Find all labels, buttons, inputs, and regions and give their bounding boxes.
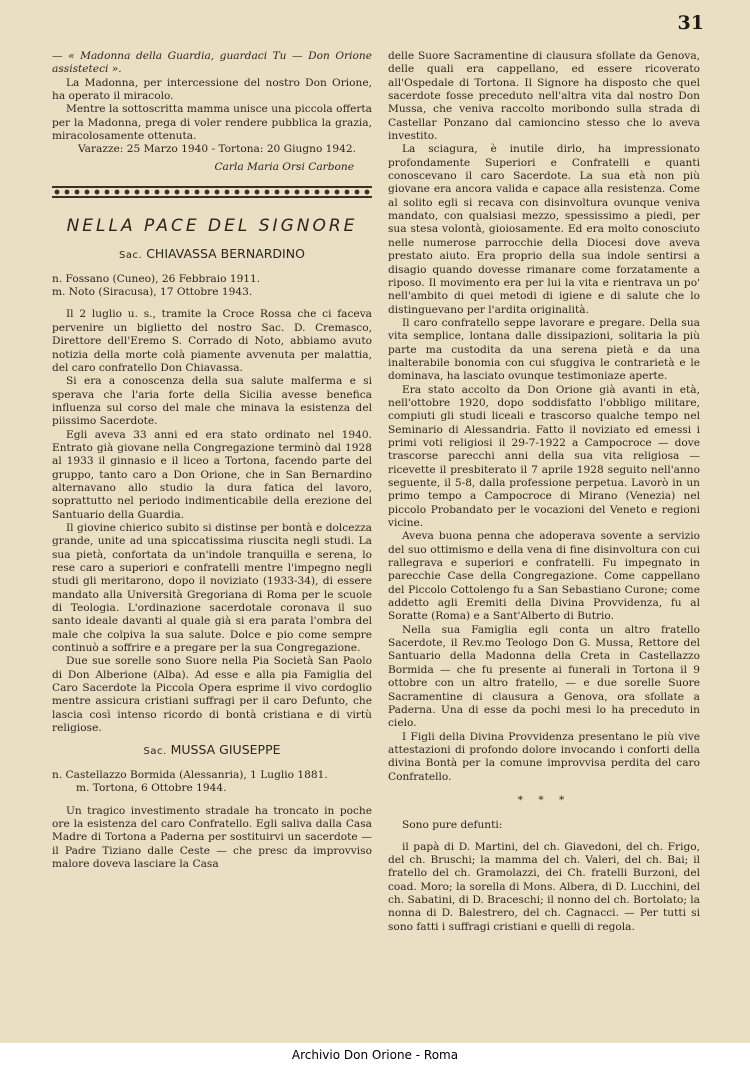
obituary-paragraph: Un tragico investimento stradale ha troncato in poche ore la esistenza del caro Confratello. Egli saliva dalla Casa Madre di Tortona a Paderna per sostituirvi un sacerdote — il Padre Tiziano dalle Ceste — che presc da improvviso malore doveva lasciare la Casa	[52, 804, 372, 870]
intro-date: Varazze: 25 Marzo 1940 - Tortona: 20 Giugno 1942.	[78, 143, 357, 156]
left-column	[52, 50, 372, 871]
obituary-paragraph: Era stato accolto da Don Orione già avanti in età, nell'ottobre 1920, dopo soddisfatto l'obbligo militare, compiuti gli studi liceali e trascorso qualche tempo nel Seminario di Alessandria. Fatto il noviziato ed emessi i primi voti religiosi il 29-7-1922 a Campocroce — dove trascorse parecchi anni della sua vita religiosa — ricevette il presbiterato il 7 aprile 1928 seguito nell'anno seguente, il 5-8, dalla professione perpetua. Lavorò in un primo tempo a Campocroce di Mirano (Venezia) nel piccolo Probandato per le vocazioni del Veneto e regioni vicine.	[388, 383, 700, 530]
obituary-paragraph: La sciagura, è inutile dirlo, ha impressionato profondamente Superiori e Confratelli e quanti conoscevano il caro Sacerdote. La sua età non più giovane era ancora valida e capace alla resistenza. Come al solito egli si recava con disinvoltura ovunque veniva mandato, con qualsiasi mezzo, spessissimo a piedi, per sua stesa volontà, gioiosamente. Ed era molto conosciuto nelle numerose parrocchie della Diocesi dove aveva prestato aiuto. Era proprio della sua indole sentirsi a disagio quando dovesse rimanare come forzatamente a riposo. Il movimento era per lui la vita e rientrava un po' nell'ambito di quei metodi di igiene e di salute che lo distinguevano per l'ardita originalità.	[388, 143, 700, 316]
obituary-paragraph: Il caro confratello seppe lavorare e pregare. Della sua vita semplice, lontana dalle dissipazioni, solitaria la più parte ma custodita da una serena pietà e da una inalterabile bonomia con cui sfuggiva le contrarietà e le dominava, ha lasciato ovunque testimoniaze aperte.	[388, 316, 700, 383]
ornamental-divider	[52, 186, 372, 198]
obituary-paragraph: Il 2 luglio u. s., tramite la Croce Rossa che ci faceva pervenire un biglietto del nostro Sac. D. Cremasco, Direttore dell'Eremo S. Corrado di Noto, abbiamo avuto notizia della morte colà piamente avvenuta per malattia, del caro confratello Don Chiavassa.	[52, 308, 372, 374]
obituary-paragraph: Nella sua Famiglia egli conta un altro fratello Sacerdote, il Rev.mo Teologo Don G. Mussa, Rettore del Santuario della Madonna della Creta in Castellazzo Bormida — che fu presente ai funerali in Tortona il 9 ottobre con un altro fratello, — e due sorelle Suore Sacramentine di clausura a Genova, ora sfollate a Paderna. Una di esse da pochi mesi lo ha preceduto in cielo.	[388, 623, 700, 730]
intro-paragraph: La Madonna, per intercessione del nostro Don Orione, ha operato il miracolo.	[52, 76, 372, 103]
obituary-paragraph: I Figli della Divina Provvidenza presentano le più vive attestazioni di profondo dolore invocando i conforti della divina Bontà per la comune improvvisa perdita del caro Confratello.	[388, 730, 700, 783]
page-number: 31	[677, 12, 704, 34]
obituary-paragraph: Aveva buona penna che adoperava sovente a servizio del suo ottimismo e della vena di fine disinvoltura con cui rallegrava e superiori e confratelli. Fu impegnato in parecchie Case della Congregazione. Come cappellano del Piccolo Cottolengo fu a San Sebastiano Curone; come addetto agli Eremiti della Divina Provvidenza, fu al Soratte (Roma) e a Sant'Alberto di Butrio.	[388, 530, 700, 623]
right-column	[388, 50, 700, 934]
person-heading	[52, 247, 372, 262]
defunti-list: il papà di D. Martini, del ch. Giavedoni, del ch. Frigo, del ch. Bruschi; la mamma del ch. Valeri, del ch. Bai; il fratello del ch. Gramolazzi, dei Ch. fratelli Burzoni, del coad. Moro; la sorella di Mons. Albera, di D. Lucchini, del ch. Sabatini, di D. Braceschi; il nonno del ch. Bortolato; la nonna di D. Balestrero, del ch. Cagnacci. — Per tutti si sono fatti i suffragi cristiani e quelli di regola.	[388, 840, 700, 933]
section-stars: * * *	[517, 793, 571, 806]
obituary-paragraph: Egli aveva 33 anni ed era stato ordinato nel 1940. Entrato già giovane nella Congregazione terminò dal 1928 al 1933 il ginnasio e il liceo a Tortona, facendo parte del gruppo, tanto caro a Don Orione, che in San Bernardino alternavano allo studio la dura fatica del lavoro, soprattutto nel periodo indimenticabile della erezione del Santuario della Guardia.	[52, 428, 372, 521]
person-prefix: Sac.	[119, 250, 143, 262]
intro-paragraph: Mentre la sottoscritta mamma unisce una piccola offerta per la Madonna, prega di voler rendere pubblica la grazia, miracolosamente ottenuta.	[52, 103, 372, 143]
death-line: m. Noto (Siracusa), 17 Ottobre 1943.	[52, 286, 253, 299]
person-name: MUSSA GIUSEPPE	[170, 742, 281, 758]
obituary-paragraph: delle Suore Sacramentine di clausura sfollate da Genova, delle quali era cappellano, ed essere ricoverato all'Ospedale di Tortona. Il Signore ha disposto che quel sacerdote fosse preceduto nell'altra vita dal nostro Don Mussa, che veniva raccolto moribondo sulla strada di Castellar Ponzano dal camioncino stesso che lo aveva investito.	[388, 50, 700, 143]
person-prefix: Sac.	[143, 746, 167, 758]
archive-footer: Archivio Don Orione - Roma	[0, 1043, 750, 1067]
person-bio	[52, 769, 372, 796]
person-bio	[52, 273, 372, 300]
obituary-paragraph: Si era a conoscenza della sua salute malferma e si sperava che l'aria forte della Sicilia avesse benefica influenza sul corso del male che minava la esistenza del piissimo Sacerdote.	[52, 375, 372, 428]
signature: Carla Maria Orsi Carbone	[214, 160, 354, 173]
intro-quote: — « Madonna della Guardia, guardaci Tu — Don Orione assisteteci ».	[52, 50, 372, 76]
obituary-paragraph: Il giovine chierico subito si distinse per bontà e dolcezza grande, unite ad una spiccatissima riuscita negli studi. La sua pietà, confortata da un'indole tranquilla e serena, lo rese caro a superiori e confratelli mentre l'impegno negli studi gli meritarono, dopo il noviziato (1933-34), di essere mandato alla Università Gregoriana di Roma per le scuole di Teologia. L'ordinazione sacerdotale coronava il suo santo ideale davanti al quale già si era parata l'ombra del male che colpiva la sua salute. Dolce e pio come sempre continuò a soffrire e a pregare per la sua Congregazione.	[52, 521, 372, 655]
obituary-paragraph: Due sue sorelle sono Suore nella Pia Società San Paolo di Don Alberione (Alba). Ad esse e alla pia Famiglia del Caro Sacerdote la Piccola Opera esprime il vivo cordoglio mentre assicura cristiani suffragi per il caro Defunto, che lascia così intenso ricordo di bontà cristiana e di virtù religiose.	[52, 655, 372, 735]
birth-line: n. Castellazzo Bormida (Alessanria), 1 Luglio 1881.	[52, 768, 328, 781]
person-heading	[52, 743, 372, 758]
section-title: NELLA PACE DEL SIGNORE	[66, 216, 358, 237]
defunti-heading: Sono pure defunti:	[402, 819, 503, 832]
birth-line: n. Fossano (Cuneo), 26 Febbraio 1911.	[52, 272, 261, 285]
person-name: CHIAVASSA BERNARDINO	[146, 246, 305, 262]
death-line: m. Tortona, 6 Ottobre 1944.	[76, 782, 227, 795]
